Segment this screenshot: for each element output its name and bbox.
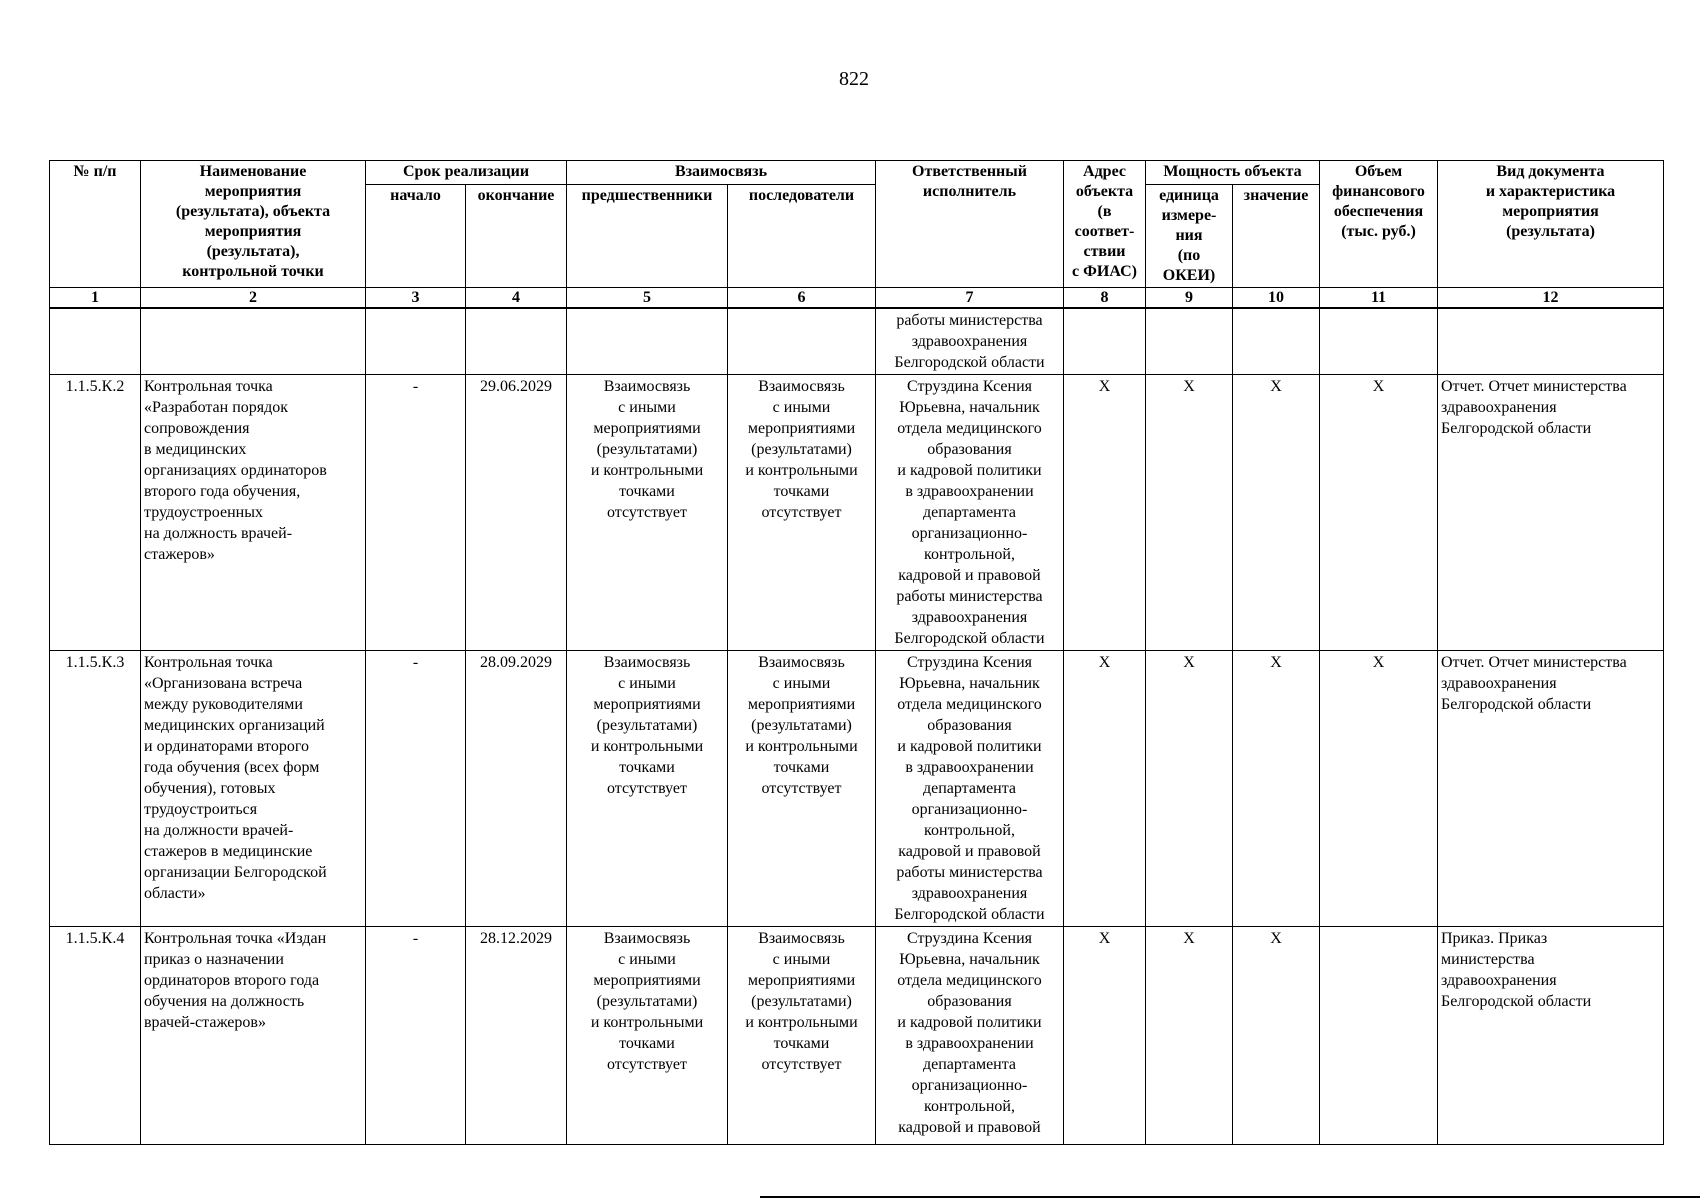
row-end: 28.12.2029	[466, 927, 567, 1145]
row-volume	[1320, 927, 1438, 1145]
row-doc: Отчет. Отчет министерства здравоохранения Белгородской области	[1438, 651, 1664, 927]
page-number: 822	[839, 68, 869, 90]
column-number: 12	[1438, 288, 1664, 309]
header-capacity: Мощность объекта	[1146, 161, 1320, 185]
column-number: 10	[1233, 288, 1320, 309]
row-predecessors: Взаимосвязь с иными мероприятиями (результатами) и контрольными точками отсутствует	[567, 651, 728, 927]
row-start	[366, 308, 466, 375]
row-address: X	[1064, 651, 1146, 927]
header-relation: Взаимосвязь	[567, 161, 876, 185]
row-address	[1064, 308, 1146, 375]
plan-table	[49, 160, 1664, 1145]
row-num: 1.1.5.К.3	[50, 651, 141, 927]
row-volume	[1320, 308, 1438, 375]
row-name	[141, 308, 366, 375]
row-value	[1233, 308, 1320, 375]
header-responsible: Ответственный исполнитель	[876, 161, 1064, 288]
row-start: -	[366, 927, 466, 1145]
header-value: значение	[1233, 185, 1320, 288]
column-number: 3	[366, 288, 466, 309]
header-doc-type: Вид документа и характеристика мероприятия (результата)	[1438, 161, 1664, 288]
header-predecessors: предшественники	[567, 185, 728, 288]
row-successors: Взаимосвязь с иными мероприятиями (результатами) и контрольными точками отсутствует	[728, 651, 876, 927]
row-unit	[1146, 308, 1233, 375]
column-number: 1	[50, 288, 141, 309]
row-predecessors	[567, 308, 728, 375]
row-responsible: Струздина Ксения Юрьевна, начальник отдела медицинского образования и кадровой политики в здравоохранении департамента организационно- контрольной, кадровой и правовой	[876, 927, 1064, 1145]
scan-edge-line	[760, 1196, 1700, 1198]
header-start: начало	[366, 185, 466, 288]
column-number: 8	[1064, 288, 1146, 309]
header-name: Наименование мероприятия (результата), объекта мероприятия (результата), контрольной точки	[141, 161, 366, 288]
column-number: 6	[728, 288, 876, 309]
column-number: 9	[1146, 288, 1233, 309]
row-successors: Взаимосвязь с иными мероприятиями (результатами) и контрольными точками отсутствует	[728, 927, 876, 1145]
row-address: X	[1064, 927, 1146, 1145]
header-period: Срок реализации	[366, 161, 567, 185]
table-row	[50, 308, 1664, 375]
row-start: -	[366, 651, 466, 927]
row-address: X	[1064, 375, 1146, 651]
row-doc: Приказ. Приказ министерства здравоохранения Белгородской области	[1438, 927, 1664, 1145]
table-row	[50, 927, 1664, 1145]
column-number: 7	[876, 288, 1064, 309]
header-successors: последователи	[728, 185, 876, 288]
row-num: 1.1.5.К.2	[50, 375, 141, 651]
row-name: Контрольная точка «Издан приказ о назначении ординаторов второго года обучения на должность врачей-стажеров»	[141, 927, 366, 1145]
row-predecessors: Взаимосвязь с иными мероприятиями (результатами) и контрольными точками отсутствует	[567, 927, 728, 1145]
column-number: 5	[567, 288, 728, 309]
row-value: X	[1233, 927, 1320, 1145]
row-num: 1.1.5.К.4	[50, 927, 141, 1145]
column-number: 4	[466, 288, 567, 309]
row-doc	[1438, 308, 1664, 375]
column-number: 2	[141, 288, 366, 309]
table-row	[50, 651, 1664, 927]
header-volume: Объем финансового обеспечения (тыс. руб.)	[1320, 161, 1438, 288]
header-unit: единица измере- ния (по ОКЕИ)	[1146, 185, 1233, 288]
header-end: окончание	[466, 185, 567, 288]
row-start: -	[366, 375, 466, 651]
row-value: X	[1233, 651, 1320, 927]
row-end: 29.06.2029	[466, 375, 567, 651]
row-unit: X	[1146, 927, 1233, 1145]
row-unit: X	[1146, 375, 1233, 651]
header-num: № п/п	[50, 161, 141, 288]
header-address: Адрес объекта (в соответ- ствии с ФИАС)	[1064, 161, 1146, 288]
row-responsible: Струздина Ксения Юрьевна, начальник отдела медицинского образования и кадровой политики в здравоохранении департамента организационно- контрольной, кадровой и правовой работы министерства здравоохранения Белгородской области	[876, 375, 1064, 651]
row-responsible: работы министерства здравоохранения Белгородской области	[876, 308, 1064, 375]
column-number: 11	[1320, 288, 1438, 309]
row-end: 28.09.2029	[466, 651, 567, 927]
row-doc: Отчет. Отчет министерства здравоохранения Белгородской области	[1438, 375, 1664, 651]
row-name: Контрольная точка «Организована встреча между руководителями медицинских организаций и ординаторами второго года обучения (всех форм обучения), готовых трудоустроиться на должности врачей- стажеров в медицинские организации Белгородской области»	[141, 651, 366, 927]
row-predecessors: Взаимосвязь с иными мероприятиями (результатами) и контрольными точками отсутствует	[567, 375, 728, 651]
row-num	[50, 308, 141, 375]
row-volume: X	[1320, 375, 1438, 651]
row-unit: X	[1146, 651, 1233, 927]
row-value: X	[1233, 375, 1320, 651]
row-volume: X	[1320, 651, 1438, 927]
row-name: Контрольная точка «Разработан порядок сопровождения в медицинских организациях ординаторов второго года обучения, трудоустроенных на должность врачей- стажеров»	[141, 375, 366, 651]
table-row	[50, 375, 1664, 651]
row-successors: Взаимосвязь с иными мероприятиями (результатами) и контрольными точками отсутствует	[728, 375, 876, 651]
row-end	[466, 308, 567, 375]
row-responsible: Струздина Ксения Юрьевна, начальник отдела медицинского образования и кадровой политики в здравоохранении департамента организационно- контрольной, кадровой и правовой работы министерства здравоохранения Белгородской области	[876, 651, 1064, 927]
row-successors	[728, 308, 876, 375]
